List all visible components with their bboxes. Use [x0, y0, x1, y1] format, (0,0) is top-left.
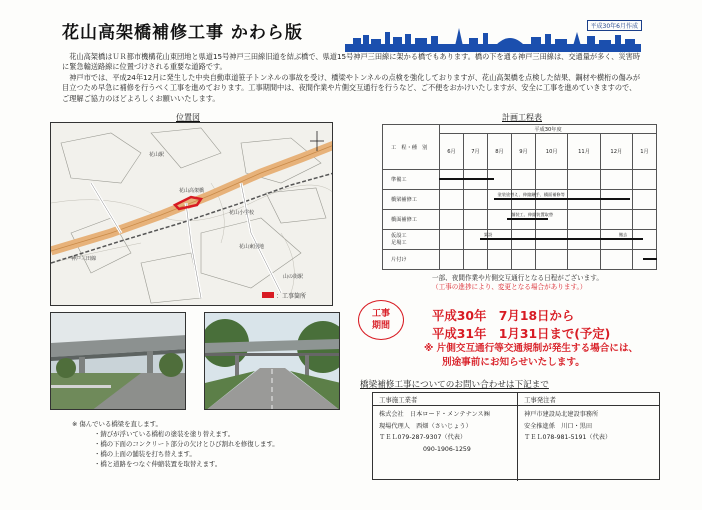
month-header: 9月	[512, 134, 536, 170]
bridge-photo-right	[204, 312, 340, 410]
schedule-row-label: 準備工	[383, 170, 440, 190]
client-line: 神戸市建設局北建設事務所	[524, 411, 599, 418]
map-label: 花山小学校	[229, 210, 255, 216]
map-label: 花山東団地	[239, 244, 265, 250]
construction-site-legend-label: ：工事箇所	[276, 293, 307, 300]
month-header: 8月	[488, 134, 512, 170]
bridge-photo-left	[50, 312, 186, 410]
schedule-footnote: 一部、夜間作業や片側交互通行となる日程がございます。	[432, 274, 603, 282]
client-phone: ＴＥＬ078-981-5191（代表）	[524, 434, 612, 441]
contact-table	[372, 392, 660, 480]
map-label: 花山高架橋	[179, 188, 205, 194]
month-header: 7月	[464, 134, 488, 170]
client-line: 安全推進係 川口・黒田	[524, 422, 593, 430]
month-header: 11月	[568, 134, 600, 170]
schedule-bar-note: 撤去	[618, 232, 628, 237]
schedule-fiscal-year: 平成30年度	[440, 125, 657, 134]
client-column	[518, 393, 660, 481]
intro-text	[62, 52, 642, 104]
badge-text: 工事	[371, 309, 390, 319]
month-header: 10月	[536, 134, 568, 170]
traffic-notice: 別途事前にお知らせいたします。	[442, 357, 585, 368]
badge-text: 期間	[371, 321, 390, 331]
month-header: 6月	[440, 134, 464, 170]
schedule-footnotes	[372, 274, 603, 292]
caption-item: ・錆びが浮いている橋桁の塗装を塗り替えます。	[94, 430, 235, 438]
intro-paragraph: 神戸市では、平成24年12月に発生した中央自動車道笹子トンネルの事故を受け、橋梁やトンネルの点検を強化しておりますが、花山高架橋を点検した結果、鋼材や横桁の傷みが目立つため早急に補修を行うべく工事を進めております。工事期間中は、夜間作業や片側交互通行を行うなど、ご不便をおかけいたしますが、安全に工事を進めていきますので、ご理解ご協力のほどよろしくお願いいたします。	[62, 72, 641, 103]
schedule-title: 計画工程表	[502, 113, 542, 122]
contractor-column	[373, 393, 518, 481]
intro-paragraph: 花山高架橋はＵＲ都市機構花山東団地と県道15号神戸三田線旧道を結ぶ橋で、県道15号神戸三田線に架かる橋でもあります。橋の下を通る神戸三田線は、交通量が多く、災害時に緊急輸送路線に位置づけされる重要な道路です。	[62, 52, 641, 72]
map-label: 神戸三田線	[71, 256, 97, 262]
schedule-bar-note: 舗装工、伸縮装置取替	[511, 212, 554, 217]
location-map	[50, 122, 333, 306]
photo-caption	[72, 419, 279, 469]
construction-site-legend-swatch	[262, 292, 274, 298]
schedule-row-label: 片付け	[383, 250, 440, 270]
month-header: 1月	[632, 134, 656, 170]
schedule-bar-note: 架設	[483, 232, 493, 237]
schedule-row-label: 仮設工 足場工	[383, 230, 440, 250]
caption-title: ※ 傷んでいる橋梁を直します。	[72, 420, 162, 428]
contractor-line: 現場代理人 西畑（さいじょう）	[379, 422, 472, 430]
schedule-row-label: 橋面補修工	[383, 210, 440, 230]
contractor-line: 株式会社 日本ロード・メンテナンス㈱	[379, 411, 490, 418]
caption-item: ・橋の上面の舗装を打ち替えます。	[94, 450, 196, 458]
schedule-bar-note: 塗装塗替え、伸縮継手、橋面補修等	[497, 192, 565, 197]
caption-item: ・橋と道路をつなぐ伸縮装置を取替えます。	[94, 460, 222, 468]
contractor-phone: ＴＥＬ079-287-9307（代表）	[379, 434, 467, 441]
traffic-notice: ※ 片側交互通行等交通規制が発生する場合には、	[424, 343, 639, 354]
construction-period-badge	[358, 300, 404, 340]
map-label: 花山駅	[149, 152, 165, 158]
map-title: 位置図	[176, 113, 200, 122]
schedule-item-header: 工 程・種 別	[383, 125, 440, 170]
period-start: 平成30年 7月18日から	[432, 308, 575, 323]
contractor-mobile: 090-1906-1259	[423, 445, 471, 453]
month-header: 12月	[600, 134, 632, 170]
client-heading: 工事発注者	[518, 393, 660, 406]
schedule-row-label: 橋梁補修工	[383, 190, 440, 210]
map-label: 山の街駅	[283, 274, 304, 280]
caption-item: ・橋の下面のコンクリート部分の欠けとひび割れを修復します。	[94, 440, 279, 448]
contact-title: 橋梁補修工事についてのお問い合わせは下記まで	[360, 380, 549, 390]
contractor-heading: 工事施工業者	[373, 393, 517, 406]
period-end: 平成31年 1月31日まで(予定)	[432, 326, 611, 341]
page-title: 花山高架橋補修工事 かわら版	[62, 23, 303, 43]
kobe-skyline-illustration	[345, 26, 641, 52]
issue-date: 平成30年6月作成	[587, 20, 642, 31]
schedule-table	[382, 124, 657, 270]
schedule-footnote: （工事の進捗により、変更となる場合があります。）	[432, 283, 587, 291]
